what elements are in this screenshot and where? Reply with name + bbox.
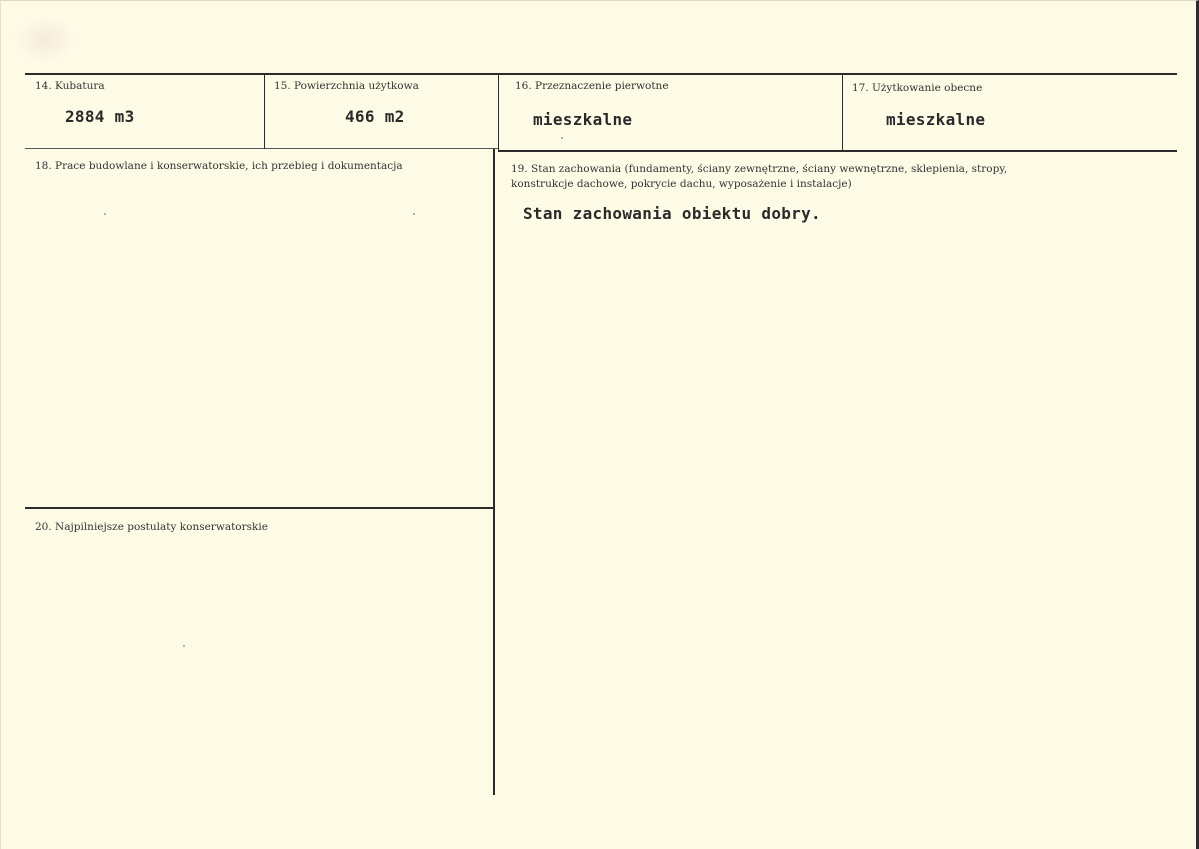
field-19-label-line2: konstrukcje dachowe, pokrycie dachu, wyposażenie i instalacje) — [511, 178, 852, 190]
paper-speck — [104, 213, 106, 215]
main-column-divider — [493, 149, 495, 795]
field-15-label: 15. Powierzchnia użytkowa — [274, 80, 419, 92]
paper-speck — [561, 137, 563, 139]
paper-speck — [413, 213, 415, 215]
field-14-value: 2884 m3 — [65, 107, 135, 126]
paper-speck — [183, 645, 185, 647]
field-19-value: Stan zachowania obiektu dobry. — [523, 204, 821, 223]
paper-stain — [13, 15, 77, 65]
field-17-label: 17. Użytkowanie obecne — [852, 82, 983, 94]
field-16-value: mieszkalne — [533, 110, 633, 129]
field-17-value: mieszkalne — [886, 110, 986, 129]
field-20-label: 20. Najpilniejsze postulaty konserwatorskie — [35, 521, 268, 533]
divider-14-15 — [264, 74, 265, 149]
field-18-label: 18. Prace budowlane i konserwatorskie, ich przebieg i dokumentacja — [35, 160, 403, 172]
field-14-label: 14. Kubatura — [35, 80, 105, 92]
field-19-label-line1: 19. Stan zachowania (fundamenty, ściany zewnętrzne, ściany wewnętrzne, sklepienia, stropy, — [511, 163, 1008, 175]
row1-bottom-rule-right — [498, 150, 1177, 152]
divider-15-16 — [498, 74, 499, 150]
field-16-label: 16. Przeznaczenie pierwotne — [515, 80, 669, 92]
divider-16-17 — [842, 74, 843, 151]
row1-bottom-rule-left — [25, 148, 499, 149]
field-15-value: 466 m2 — [345, 107, 405, 126]
section-18-20-rule — [25, 507, 493, 509]
top-rule — [25, 73, 1177, 75]
